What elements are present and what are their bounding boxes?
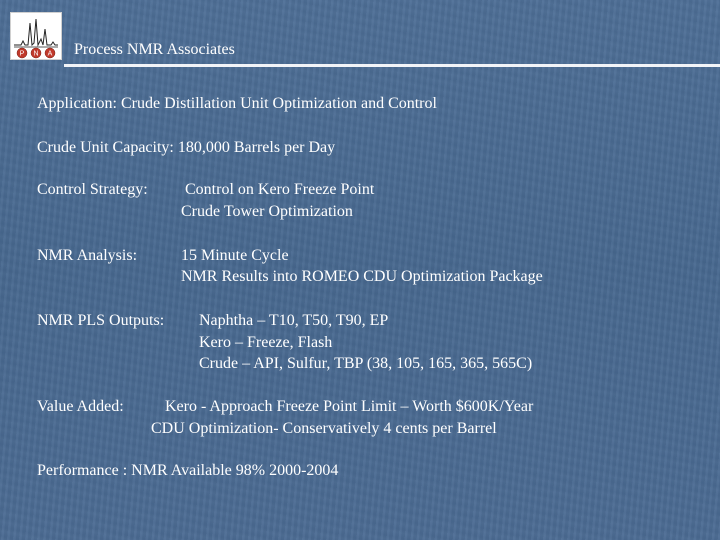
nmr-spectrum-logo-icon — [11, 13, 61, 59]
company-logo — [10, 12, 62, 60]
pls-outputs-value: Kero – Freeze, Flash — [199, 334, 333, 351]
control-strategy-value: Control on Kero Freeze Point — [185, 181, 375, 198]
pls-outputs-value: Crude – API, Sulfur, TBP (38, 105, 165, 365, 565C) — [199, 355, 533, 372]
nmr-analysis-label: NMR Analysis: — [37, 247, 138, 264]
company-name: Process NMR Associates — [74, 41, 235, 58]
capacity-line: Crude Unit Capacity: 180,000 Barrels per Day — [37, 139, 336, 156]
nmr-analysis-value: NMR Results into ROMEO CDU Optimization Package — [181, 268, 543, 285]
logo-letter-a: A — [47, 50, 53, 58]
value-added-value: CDU Optimization- Conservatively 4 cents per Barrel — [151, 420, 497, 437]
application-line: Application: Crude Distillation Unit Optimization and Control — [37, 95, 437, 112]
logo-letter-p: P — [19, 50, 25, 58]
performance-line: Performance : NMR Available 98% 2000-2004 — [37, 462, 339, 479]
value-added-value: Kero - Approach Freeze Point Limit – Worth $600K/Year — [165, 398, 534, 415]
control-strategy-value: Crude Tower Optimization — [181, 203, 353, 220]
value-added-label: Value Added: — [37, 398, 124, 415]
control-strategy-label: Control Strategy: — [37, 181, 148, 198]
pls-outputs-label: NMR PLS Outputs: — [37, 312, 165, 329]
pls-outputs-value: Naphtha – T10, T50, T90, EP — [199, 312, 389, 329]
logo-letter-n: N — [33, 50, 39, 58]
nmr-analysis-value: 15 Minute Cycle — [181, 247, 289, 264]
header-divider — [64, 64, 720, 67]
